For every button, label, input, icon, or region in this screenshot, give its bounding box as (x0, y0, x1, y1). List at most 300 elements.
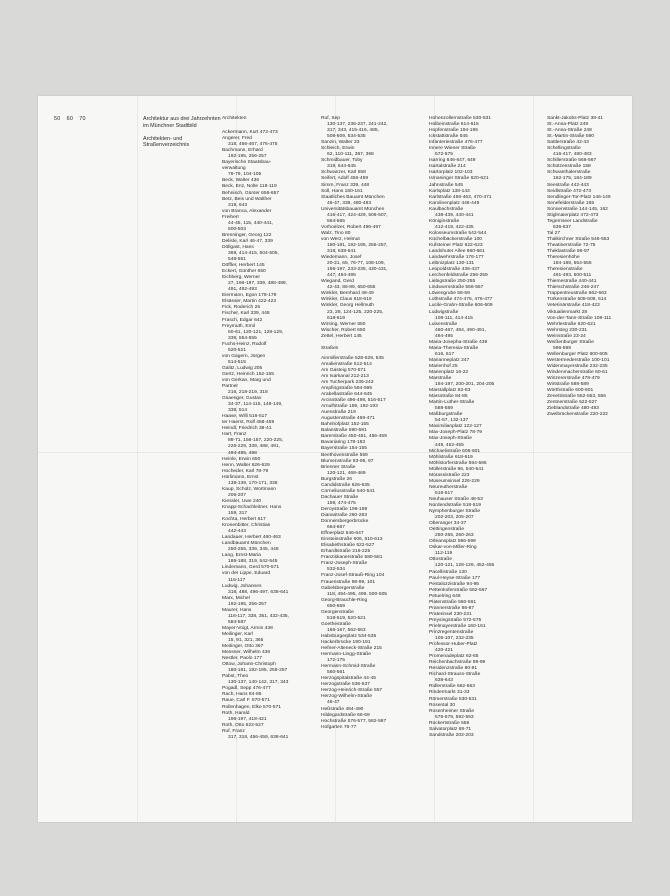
index-entry: Kufsteiner Platz 622-623 (429, 242, 483, 248)
index-entry: Döffler, Herbert 145 (222, 263, 265, 269)
index-entry: Maurer, Hans (222, 607, 252, 613)
index-entry: Frasch, Edgar 642 (222, 317, 263, 323)
index-entry: Brenninger, Georg 122 (222, 232, 272, 238)
index-entry: 438-439, 440-441 (435, 212, 474, 218)
index-entry: Balanstraße 590-591 (321, 428, 367, 434)
streets-heading: Straßen (321, 345, 339, 351)
index-entry: Schwanthalerstraße (547, 170, 591, 176)
index-entry: Trappentreustraße 662-663 (547, 291, 607, 297)
index-entry: Simm, Franz 339, 448 (321, 182, 370, 188)
index-entry: Staatliches Bauamt München (321, 194, 385, 200)
index-entry: Henn, Walter 626-629 (222, 462, 270, 468)
architects-streets-column (321, 116, 411, 731)
index-entry: 192-195, 256-257 (228, 154, 267, 160)
index-entry: Ainmillerstraße 528-529, 535 (321, 355, 384, 361)
index-entry: Marsstraße 84-85 (429, 394, 468, 400)
index-entry: Karolinenplatz 446-449 (429, 200, 480, 206)
index-entry: 548-551 (228, 257, 246, 263)
index-entry: Pestalozzistraße 94-95 (429, 581, 480, 587)
index-entry: Rosental 30 (429, 702, 456, 708)
index-entry: Goethestraße (321, 621, 351, 627)
index-entry: 120-121, 128-129, 452-455 (435, 563, 495, 569)
index-entry: Löwengrube 58-59 (429, 291, 470, 297)
index-entry: Viktualienmarkt 28 (547, 309, 588, 315)
index-entry: 369, 414-415, 504-505, (228, 250, 279, 256)
index-entry: 520-521 (228, 347, 246, 353)
index-entry: 130-137, 140-142, 317, 343 (228, 680, 289, 686)
index-entry: Marianneplatz 247 (429, 357, 470, 363)
index-entry: 638-643 (435, 678, 453, 684)
index-entry: Herzog-Heinrich-Straße 557 (321, 688, 383, 694)
index-entry: Bavariaring 178-183 (321, 440, 366, 446)
index-entry: 250-255, 339, 345, 448 (228, 547, 279, 553)
document-subtitle: Architekten- und Straßenverzeichnis (143, 135, 190, 149)
index-entry: 338, 514 (228, 408, 248, 414)
index-entry: Universitätsbauamt München (321, 206, 385, 212)
index-entry: Behnisch, Günter 656-657 (222, 190, 280, 196)
index-entry: Nymphenburger Straße (429, 509, 481, 515)
index-entry: Am Isarkanal 212-213 (321, 373, 369, 379)
index-entry: Schützenstraße 158 (547, 164, 591, 170)
index-entry: Sankt-Jakobs-Platz 38-41 (547, 116, 603, 121)
index-entry: Rollenhagen, Elke 570-571 (222, 704, 282, 710)
index-entry: Blumenstraße 93-95, 97 (321, 458, 374, 464)
index-entry: 532-534 (327, 567, 345, 573)
index-entry: Gertz, Heinrich 152-155 (222, 371, 274, 377)
index-entry: Wehrlestraße 620-621 (547, 321, 596, 327)
index-entry: 618-619 (327, 315, 345, 321)
index-entry: Ludwig, Johannes (222, 583, 262, 589)
index-entry: 576-579, 592-593 (435, 714, 474, 720)
index-entry: Sonnenstraße 144-145, 162 (547, 206, 608, 212)
index-entry: Dachauer Straße (321, 494, 359, 500)
index-entry: 130-137, 236-237, 241-242, (327, 122, 388, 128)
index-entry: Paul-Heyse-Straße 177 (429, 575, 481, 581)
index-entry: Marienplatz 16-22 (429, 369, 469, 375)
index-entry: Oettingenstraße (429, 527, 465, 533)
index-entry: 166-167, 562-563 (327, 627, 366, 633)
index-entry: Marx, Michel (222, 595, 250, 601)
index-entry: Betz, Beis und Walther (222, 196, 272, 202)
index-entry: 317, 318, 456-459, 638-641 (228, 734, 289, 740)
index-entry: Rach, Hans 84-85 (222, 692, 262, 698)
index-entry: Kolosseumstraße 542-544 (429, 230, 487, 236)
index-entry: Freiherr (222, 214, 240, 220)
index-entry: Hopfenstraße 194-195 (429, 128, 478, 134)
index-entry: Von-der-Tann-Straße 108-111 (547, 315, 612, 321)
index-entry: Winkler, Bernhard 48-49 (321, 291, 374, 297)
index-entry: Nestler, Paolo 177 (222, 656, 262, 662)
index-entry: Leibnizplatz 130-131 (429, 261, 475, 267)
index-entry: Soll, Hans 160-161 (321, 188, 363, 194)
index-entry: Wirtstraße 588-589 (547, 382, 589, 388)
index-entry: Döllgast, Hans (222, 244, 254, 250)
index-entry: Lothstraße 474-475, 476-477 (429, 297, 493, 303)
index-entry: Pettenkoferstraße 562-567 (429, 587, 488, 593)
index-entry: Zweibrückenstraße 220-222 (547, 412, 608, 418)
index-entry: Lindemann, Gerd 570-571 (222, 565, 280, 571)
index-entry: Widenmayerstraße 232-235 (547, 363, 608, 369)
index-entry: Hildegardstraße 66-69 (321, 712, 370, 718)
index-entry: Schillerstraße 566-567 (547, 158, 597, 164)
index-entry: Römerstraße 530-531 (429, 696, 477, 702)
index-entry: Maria-Josepha-Straße 439 (429, 339, 488, 345)
index-entry: Vorhoelzer, Robert 496-497 (321, 224, 381, 230)
index-entry: Ruf, Sep (321, 116, 341, 121)
architects-column-1 (222, 116, 312, 741)
index-entry: Max-Joseph-Straße (429, 436, 472, 442)
index-entry: Maximilianplatz 122-127 (429, 424, 482, 430)
index-entry: Seifert, Adolf 456-459 (321, 176, 369, 182)
index-entry: Kiessler, Uwe 240 (222, 498, 262, 504)
index-entry: Landwehrstraße 176-177 (429, 255, 484, 261)
index-entry: Wiegand, Gerd (321, 279, 354, 285)
index-entry: Franziskanerstraße 580-581 (321, 555, 383, 561)
index-entry: 112-119 (435, 551, 453, 557)
index-entry: Infanteriestraße 476-477 (429, 140, 483, 146)
index-entry: Bayerische Staatsbau- (222, 160, 272, 166)
index-entry: Brienner Straße (321, 464, 356, 470)
index-entry: Rückertstraße 558 (429, 720, 470, 726)
index-entry: Bayerstraße 154-155 (321, 446, 367, 452)
index-entry: Delisle, Karl 46-47, 339 (222, 238, 273, 244)
index-entry: 120-121, 468-469 (327, 470, 366, 476)
index-entry: Theatinerstraße 72-75 (547, 242, 596, 248)
index-entry: St.-Anna-Straße 248 (547, 128, 592, 134)
index-entry: 516-517 (435, 490, 453, 496)
index-entry: 180-181, 192-195, 256-257 (228, 668, 288, 674)
index-entry: 162-175, 184-189 (553, 176, 592, 182)
index-entry: 78-79, 104-105 (228, 172, 262, 178)
index-entry: Freymuth, Emil (222, 323, 255, 329)
index-entry: St.-Martin-Straße 590 (547, 134, 595, 140)
index-entry: Am Gasteig 570-571 (321, 367, 366, 373)
index-entry: 186-188, 319, 542-545 (228, 559, 278, 565)
index-entry: Windenmacherstraße 60-61 (547, 369, 608, 375)
index-sheet (38, 96, 632, 822)
index-entry: Küchelbäckerstraße 100 (429, 236, 483, 242)
index-entry: Corneliusstraße 540-541 (321, 488, 375, 494)
index-entry: von Gagern, Jürgen (222, 353, 266, 359)
index-entry: 588-589 (435, 406, 453, 412)
index-entry: Platenstraße 560-561 (429, 599, 477, 605)
index-entry: 192-195, 256-257 (228, 601, 267, 607)
index-entry: 27, 196-197, 339, 488-489, (228, 281, 288, 287)
index-entry: Kronenbitter, Christian (222, 523, 271, 529)
index-entry: Hocheder, Karl 78-79 (222, 468, 269, 474)
index-entry: Am Tucherpark 236-243 (321, 379, 374, 385)
index-entry: Herzogspitalstraße 44-45 (321, 676, 376, 682)
index-entry: Petuelring 648 (429, 593, 461, 599)
index-entry: Prinzregentenstraße (429, 629, 474, 635)
index-entry: von Branca, Alexander (222, 208, 272, 214)
index-entry: Hochstraße 576-577, 582-587 (321, 718, 387, 724)
index-entry: Sattlerstraße 42-43 (547, 140, 589, 146)
index-entry: Landshuter Allee 660-661 (429, 249, 485, 255)
index-entry: 447, 494-495 (327, 273, 356, 279)
index-entry: Marienhof 25 (429, 363, 458, 369)
index-entry: 180-181, 192-195, 256-257, (327, 242, 388, 248)
index-entry: Ridlerstraße 662-663 (429, 684, 475, 690)
index-entry: 508-509, 534-535 (327, 134, 366, 140)
index-entry: 20-21, 65, 76-77, 108-109, (327, 261, 385, 267)
index-entry: Neuhauser Straße 48-53 (429, 496, 483, 502)
index-entry: Orleansplatz 596-599 (429, 539, 476, 545)
index-entry: Amalienstraße 512-514 (321, 361, 372, 367)
index-entry: 62, 110-111, 367, 368 (327, 152, 374, 158)
index-entry: Hermann-Lingg-Straße (321, 652, 372, 658)
index-entry: Lucile-Grahn-Straße 606-609 (429, 303, 493, 309)
index-entry: 108-111, 414-415 (435, 315, 473, 321)
index-entry: Rosenheimer Straße (429, 708, 475, 714)
decade: 70 (79, 116, 86, 122)
index-entry: Morassistraße 223 (429, 472, 470, 478)
index-entry: Möhlstraße 618-619 (429, 454, 473, 460)
index-entry: Isartorplatz 102-103 (429, 170, 473, 176)
index-entry: Mayer-Voigt, Armin 438 (222, 625, 273, 631)
index-entry: 339, 554-555 (228, 335, 257, 341)
index-entry: Wörthstraße 600-601 (547, 388, 594, 394)
index-entry: Ottow, Johann-Christoph (222, 662, 276, 668)
index-entry: Eckert, Günther 650 (222, 269, 266, 275)
index-entry: Kochta, Herbert 617 (222, 517, 266, 523)
index-entry: Partner (222, 384, 239, 390)
index-entry: Ottostraße (429, 557, 453, 563)
index-entry: 172-175 (327, 658, 345, 664)
index-entry: Meitinger, Otto 367 (222, 644, 264, 650)
index-entry: Schmidbauer, Toby (321, 158, 363, 164)
index-entry: Ludwigstraße (429, 309, 459, 315)
header-block (143, 116, 223, 149)
index-entry: 318, 638-641 (327, 249, 356, 255)
index-entry: Karlstraße 456-463, 470-471 (429, 194, 492, 200)
index-entry: Sanzin, Walter 33 (321, 140, 360, 146)
index-entry: Schleich, Erwin (321, 146, 355, 152)
index-entry: Hackerbrücke 190-191 (321, 639, 371, 645)
index-entry: Seidlstraße 472-473 (547, 188, 592, 194)
index-entry: Leopoldstraße 436-437 (429, 267, 480, 273)
index-entry: Erhardtstraße 216-225 (321, 549, 371, 555)
index-entry: Roth, Harald (222, 710, 250, 716)
decade: 60 (66, 116, 74, 122)
index-entry: 194-197, 200-201, 204-205 (435, 382, 495, 388)
index-entry: Arnulfstraße 159, 192-193 (321, 404, 378, 410)
index-entry: 460-467, 484, 490-491, (435, 327, 486, 333)
index-entry: 596-599 (553, 345, 571, 351)
index-entry: Hofgarten 76-77 (321, 724, 357, 730)
index-entry: 518-519, 520-521 (327, 615, 366, 621)
index-entry: Türkenstraße 508-509, 514 (547, 297, 607, 303)
index-entry: Elisabethstraße 522-527 (321, 543, 375, 549)
index-entry: Sendlinger-Tor-Platz 146-149 (547, 194, 611, 200)
index-entry: Weißenburger Straße (547, 339, 594, 345)
index-entry: Heindl, Friedrich 38-41 (222, 426, 272, 432)
index-entry: Veterinärstraße 418-423 (547, 303, 600, 309)
index-entry: Schwanzer, Karl 658 (321, 170, 366, 176)
index-entry: Hürlimann, Ernst (222, 474, 259, 480)
index-entry: Reichenbachstraße 98-99 (429, 660, 486, 666)
index-entry: 514-515 (228, 359, 246, 365)
index-entry: Angerer, Fred (222, 136, 252, 142)
index-entry: Liebigstraße 250-255 (429, 279, 476, 285)
index-entry: Zentnerstraße 522-527 (547, 400, 598, 406)
fold-line (137, 96, 138, 822)
index-entry: Maria-Theresia-Straße (429, 345, 479, 351)
index-entry: Walz, Tino 80 (321, 230, 351, 236)
index-entry: Salvatorplatz 68-71 (429, 726, 472, 732)
index-entry: Hefner-Alteneck-Straße 215 (321, 646, 382, 652)
index-entry: 159, 317 (228, 511, 248, 516)
index-entry: Pabst, Theo (222, 674, 249, 680)
index-entry: Müllerstraße 96, 540-541 (429, 466, 484, 472)
index-entry: 196-197, 418-421 (228, 716, 267, 722)
index-entry: Eiermann, Egon 178-179 (222, 293, 277, 299)
index-entry: Wellenburger Platz 600-605 (547, 351, 608, 357)
index-entry: Maßburgstraße (429, 412, 463, 418)
index-entry: Winkler, Georg Hellmuth (321, 303, 374, 309)
decade-numbers (54, 116, 92, 122)
index-entry: Praterinsel 230-231 (429, 611, 472, 617)
index-entry: Luisenstraße (429, 321, 458, 327)
index-entry: Franz-Josef-Strauß-Ring 104 (321, 573, 385, 579)
index-entry: 88-71, 156-157, 220-225, (228, 438, 284, 444)
index-entry: 318, 488, 496-497, 638-641 (228, 589, 289, 595)
index-entry: Beck, Enz, Nolte 118-119 (222, 184, 277, 190)
index-entry: Max-Joseph-Platz 78-79 (429, 430, 483, 436)
index-entry: 54-57, 132-137 (435, 418, 469, 424)
index-entry: von Gerkan, Marg und (222, 377, 271, 383)
index-entry: 60-61, 120-121, 128-129, (228, 329, 284, 335)
index-entry: Frauenstraße 98-99, 101 (321, 579, 376, 585)
index-entry: Innere Wiener Straße (429, 146, 476, 152)
index-entry: Galitz, Ludwig 205 (222, 365, 263, 371)
index-entry: Zettel, Herbert 145 (321, 333, 362, 339)
index-entry: Isartalstraße 214 (429, 164, 466, 170)
index-entry: Haase, Willi 516-517 (222, 414, 268, 420)
index-entry: Lindwurmstraße 556-557 (429, 285, 484, 291)
index-entry: Prielmayerstraße 160-161 (429, 623, 486, 629)
index-entry: Nordendstraße 518-519 (429, 503, 481, 508)
index-entry: Michaelistraße 606-601 (429, 448, 481, 454)
index-entry: Pogadl, Sepp 476-477 (222, 686, 271, 692)
index-entry: Prannerstraße 86-87 (429, 605, 475, 611)
index-entry: 250-255, 260-263 (435, 533, 474, 539)
index-entry: 616, 617 (435, 351, 455, 357)
index-entry: Martin-Luther-Straße (429, 400, 475, 406)
index-entry: Gabelsbergerstraße (321, 585, 365, 591)
index-entry: Beck, Walter 436 (222, 178, 260, 184)
index-entry: 494-495 (435, 333, 453, 339)
index-entry: Landauer, Herbert 460-463 (222, 535, 281, 541)
index-entry: Jahnstraße 545 (429, 182, 463, 188)
index-entry: Stiglmaierplatz 472-473 (547, 212, 599, 218)
index-entry: Königinstraße (429, 218, 460, 224)
index-entry: 564-565 (327, 218, 345, 224)
index-entry: 416-417, 480-483 (553, 152, 592, 158)
index-entry: 116-117, 338, 351, 432-435, (228, 613, 290, 619)
index-entry: von der Lippe, Eduard (222, 571, 271, 577)
index-entry: Heßstraße 484-490 (321, 706, 364, 712)
index-entry: 491-493, 500-511 (553, 273, 592, 279)
index-entry: 118, 494-495, 499, 500-505 (327, 591, 388, 597)
index-entry: Wirsing, Werner 650 (321, 321, 366, 327)
index-entry: Museumsinsel 226-229 (429, 478, 480, 484)
index-entry: Auenstraße 219 (321, 410, 356, 416)
index-entry: Oskar-von-Miller-Ring (429, 545, 477, 551)
index-entry: Bahnhofplatz 152-155 (321, 422, 369, 428)
index-entry: Fick, Roderich 26 (222, 305, 261, 311)
index-entry: 202-203, 205-207 (435, 515, 474, 521)
index-entry: Fuchs-Heinz, Rudolf (222, 341, 267, 347)
index-entry: 116-117 (228, 577, 246, 583)
index-entry: 560-561 (327, 670, 345, 676)
index-entry: Georg-Brauchle-Ring (321, 597, 368, 603)
index-entry: 572-575 (435, 152, 453, 158)
index-entry: Barerstraße 450-451, 456-459 (321, 434, 387, 440)
document-title: Architektur aus drei Jahrzehnten im Münchner Stadtbild (143, 116, 221, 129)
index-entry: Wehrsteg 230-231 (547, 327, 588, 333)
index-entry: Roth, Otto 522-527 (222, 722, 264, 728)
index-entry: Zieblandstraße 480-483 (547, 406, 599, 412)
index-entry: 23, 28, 124-125, 220-225, (327, 309, 384, 315)
index-entry: Knapp-Schachleitner, Hans (222, 504, 282, 510)
index-entry: Wischer, Robert 650 (321, 327, 366, 333)
index-entry: Einsteinstraße 606, 610-613 (321, 537, 383, 543)
index-entry: Herzog-Wilhelm-Straße (321, 694, 373, 700)
index-entry: Fischer, Karl 339, 448 (222, 311, 270, 317)
index-entry: 42-43, 86-89, 650-655 (327, 285, 376, 291)
index-entry: 206-207 (228, 492, 246, 498)
index-entry: von Werz, Helmut (321, 236, 360, 242)
index-entry: 216, 218-219, 318 (228, 390, 268, 396)
index-entry: Winzererstraße 478-479 (547, 376, 600, 382)
index-entry: Tal 27 (547, 230, 561, 236)
index-entry: Theklastraße 96-97 (547, 249, 590, 255)
index-entry: Messner, Wilhelm 436 (222, 650, 271, 656)
index-entry: 46-47, 339, 480-483 (327, 200, 372, 206)
index-entry: Ruf, Franz (222, 728, 245, 734)
index-entry: Landbauamt München (222, 541, 271, 547)
index-entry: 46-47 (327, 700, 340, 706)
index-entry: Westermederstraße 100-101 (547, 357, 610, 363)
index-entry: 442-443 (228, 529, 246, 535)
index-entry: Augustenstraße 469-471 (321, 416, 375, 422)
architects-heading: Architekten (222, 116, 247, 121)
index-entry: 650-659 (327, 603, 345, 609)
streets-column-3 (547, 116, 632, 418)
index-entry: Weinstraße 23-24 (547, 333, 586, 339)
index-entry: St.-Anna-Platz 249 (547, 122, 589, 128)
index-entry: 500-503 (228, 226, 246, 232)
index-entry: Deroystraße 196-199 (321, 506, 368, 512)
index-entry: Georgenstraße (321, 609, 354, 615)
index-entry: 105-107, 232-235 (435, 636, 474, 642)
index-entry: 319, 643 (228, 202, 248, 208)
index-entry: Tegernseer Landstraße (547, 218, 598, 224)
index-entry: ter Haerst, Rolf 458-459 (222, 420, 275, 426)
index-entry: 159, 474-475 (327, 500, 356, 506)
index-entry: Marstraße (429, 376, 452, 382)
index-entry: Seestraße 442-443 (547, 182, 589, 188)
index-entry: Kaulbachstraße (429, 206, 464, 212)
index-entry: Neureutherstraße (429, 484, 468, 490)
index-entry: Candidstraße 626-635 (321, 482, 370, 488)
index-entry: Thierschstraße 246-247 (547, 285, 599, 291)
index-entry: Meilinger, Karl (222, 631, 253, 637)
index-entry: Heinle, Erwin 650 (222, 456, 261, 462)
decade: 50 (54, 116, 61, 122)
index-entry: 138-139, 170-171, 338 (228, 480, 278, 486)
